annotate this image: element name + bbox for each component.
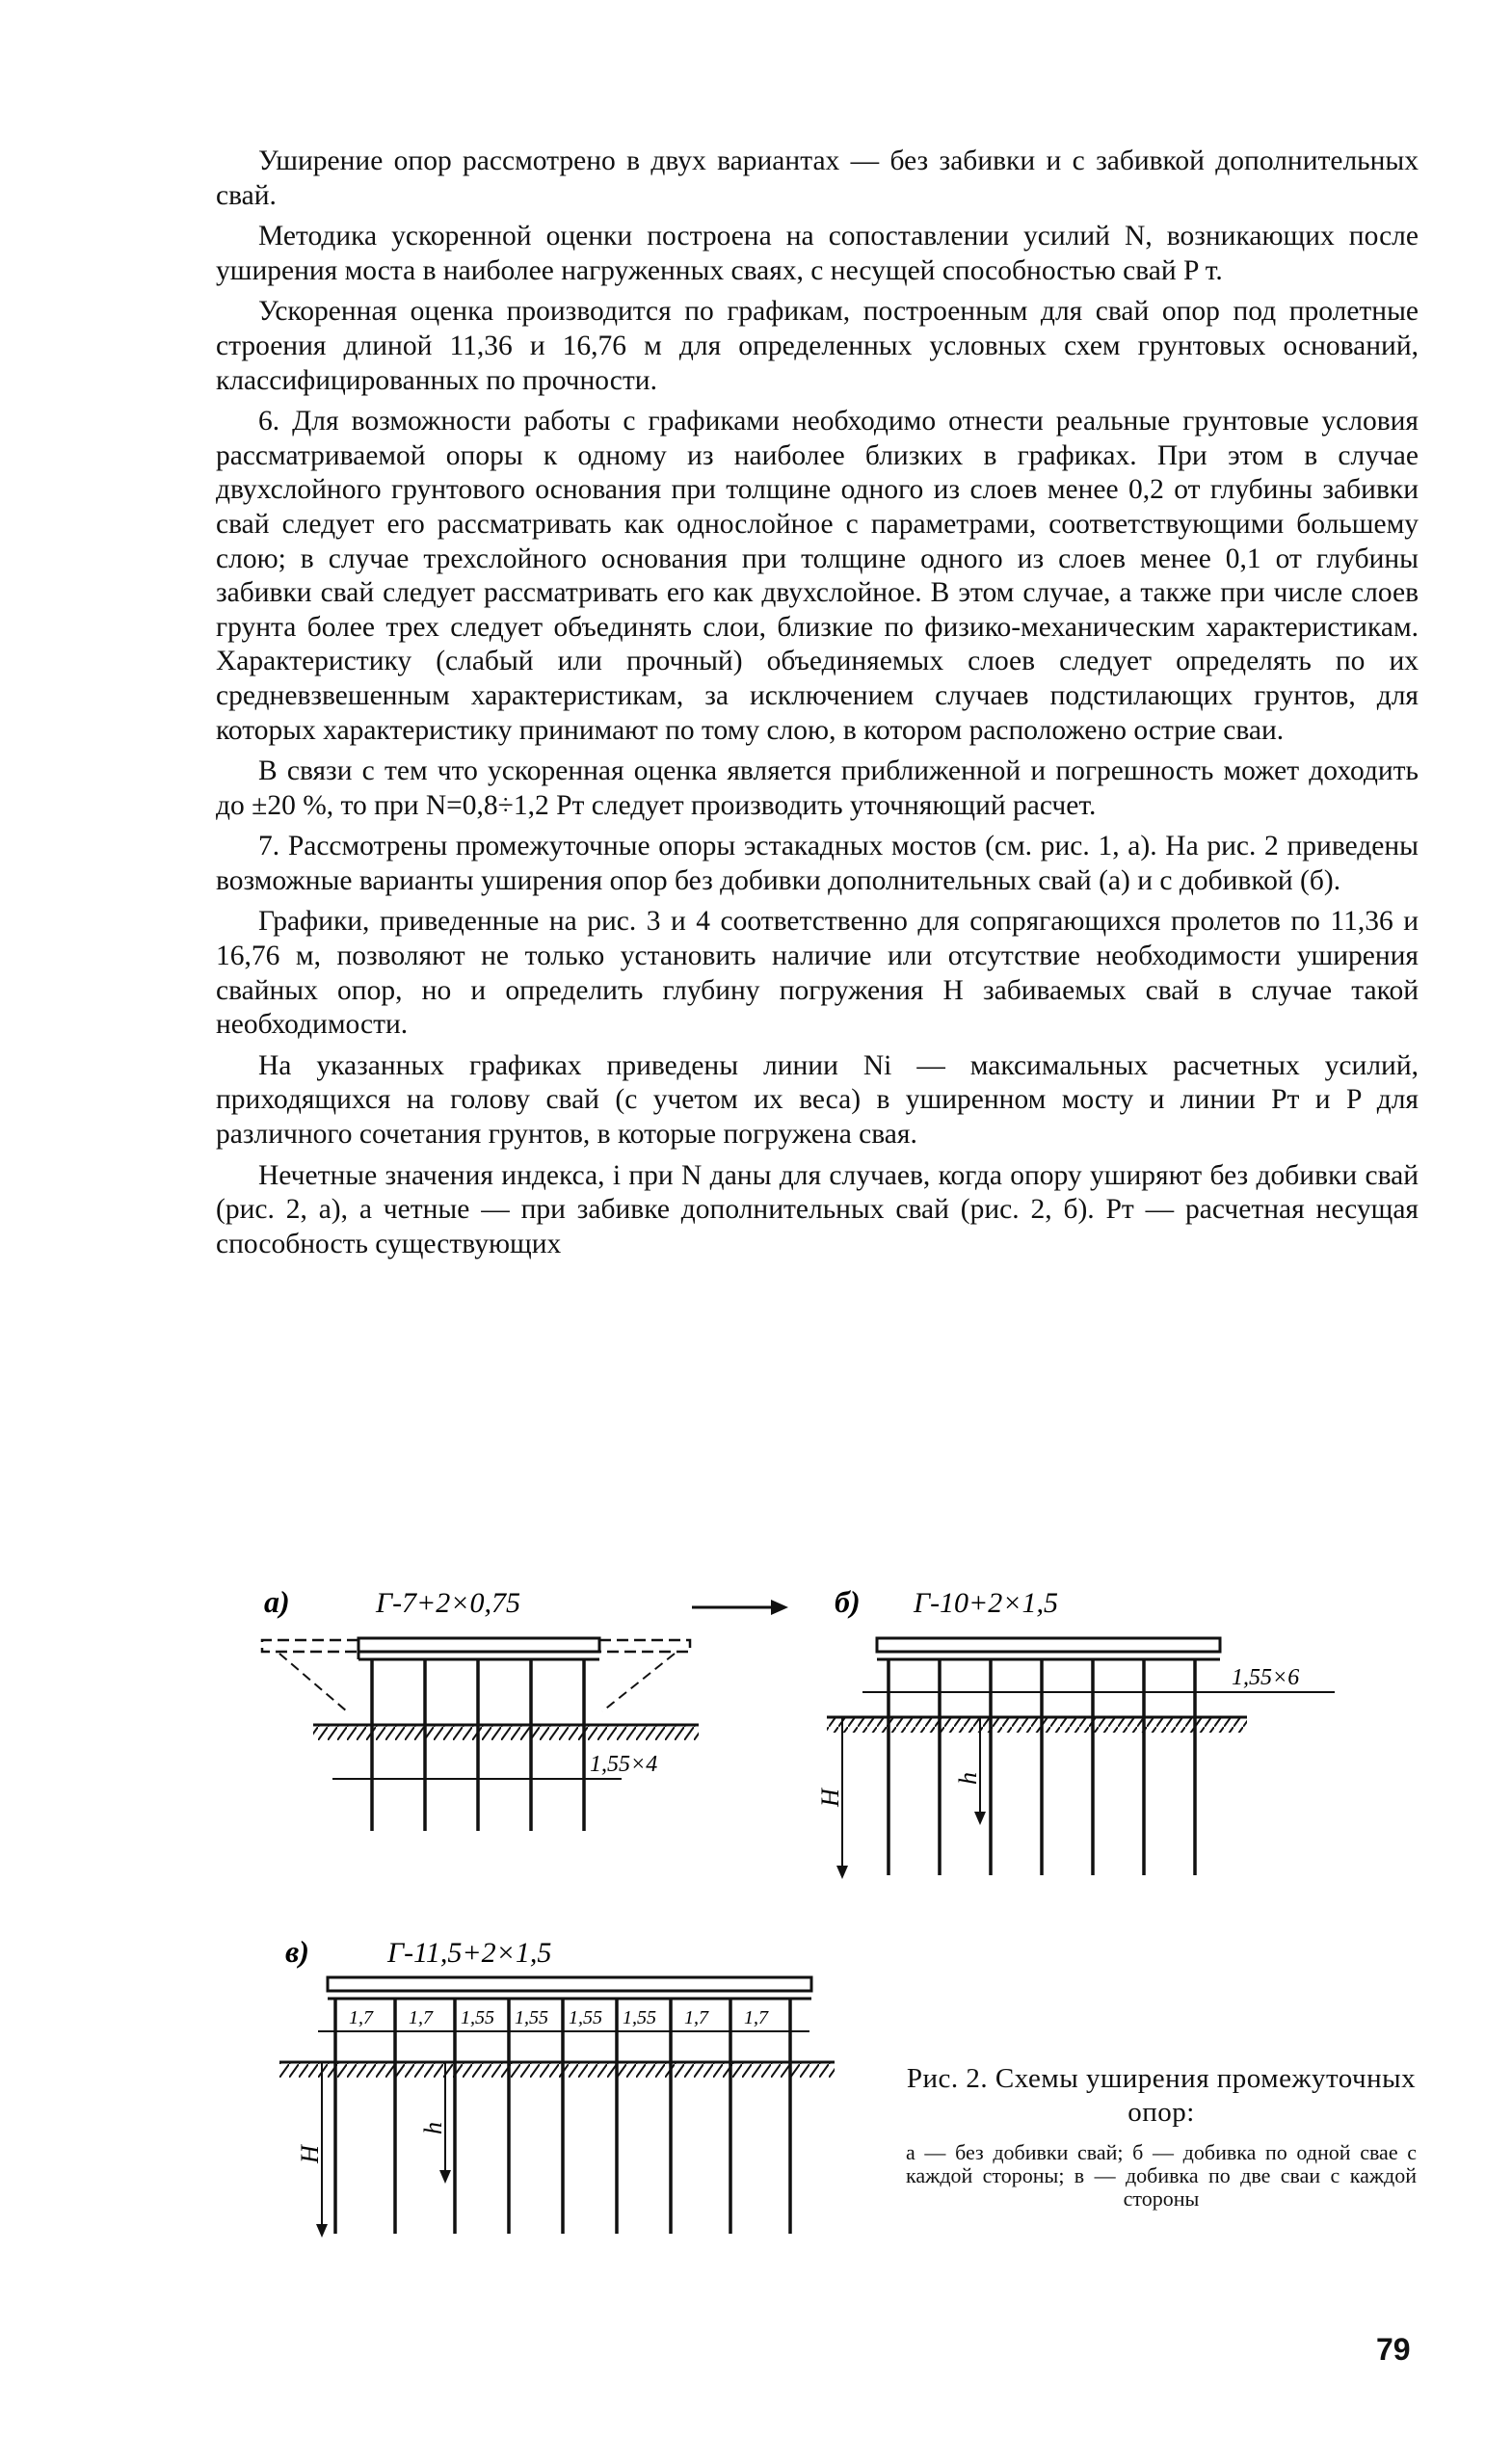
scheme-v-depth-H: H [296, 2145, 324, 2163]
scheme-v-formula: Г-11,5+2×1,5 [387, 1937, 552, 1969]
scheme-a-letter: а) [264, 1584, 290, 1619]
scheme-v [279, 1934, 835, 2238]
scheme-v-span: 1,55 [461, 2007, 494, 2028]
scheme-v-span: 1,7 [349, 2007, 373, 2028]
caption-title: Рис. 2. Схемы уширения промежуточных опор: [906, 2063, 1417, 2128]
ground [313, 1725, 699, 1740]
scheme-a-spacing: 1,55×4 [590, 1752, 658, 1777]
scheme-v-span: 1,7 [409, 2007, 433, 2028]
scheme-v-depth-h: h [419, 2122, 447, 2134]
paragraph: Уширение опор рассмотрено в двух вариантах — без забивки и с забивкой дополнительных свай. [216, 146, 1419, 211]
paragraph: Графики, приведенные на рис. 3 и 4 соответственно для сопрягающихся пролетов по 11,36 и 16,76 м, позволяют не только установить наличие или отсутствие необходимости уширения свайных опор, но и определить глубину погружения H забиваемых свай в случае такой необходимости. [216, 906, 1419, 1041]
arrow-icon [692, 1600, 788, 1615]
scheme-b-spacing: 1,55×6 [1232, 1665, 1300, 1690]
deck [877, 1638, 1220, 1652]
scheme-v-span: 1,55 [515, 2007, 548, 2028]
scheme-v-span: 1,55 [569, 2007, 602, 2028]
paragraph: В связи с тем что ускоренная оценка является приближенной и погрешность может доходить до ±20 %, то при N=0,8÷1,2 Pт следует производить уточняющий расчет. [216, 755, 1419, 821]
caption-legend: а — без добивки свай; б — добивка по одной свае с каждой стороны; в — добивка по две сваи с каждой стороны [906, 2140, 1417, 2211]
paragraph: На указанных графиках приведены линии Ni — максимальных расчетных усилий, приходящихся на голову свай (с учетом их веса) в уширенном мосту и линии Pт и P для различного сочетания грунтов, в которые погружена свая. [216, 1049, 1419, 1151]
scheme-b-depth-H: H [816, 1788, 844, 1807]
widening-outline [599, 1640, 690, 1652]
scheme-b-letter: б) [835, 1584, 861, 1619]
scheme-v-span: 1,7 [684, 2007, 708, 2028]
paragraph: Нечетные значения индекса, i при N даны для случаев, когда опору уширяют без добивки свай (рис. 2, а), а четные — при забивке дополнительных свай (рис. 2, б). Pт — расчетная несущая способность существующих [216, 1159, 1419, 1259]
scheme-v-span: 1,55 [623, 2007, 656, 2028]
paragraph: 6. Для возможности работы с графиками необходимо отнести реальные грунтовые условия рассматриваемой опоры к одному из наиболее близких в графиках. При этом в случае двухслойного грунтового основания при толщине одного из слоев менее 0,2 от глубины забивки свай следует его рассматривать как однослойное с параметрами, соответствующими большему слою; в случае трехслойного основания при толщине одного из слоев менее 0,1 от глубины забивки свай следует рассматривать его как двухслойное. В этом случае, а также при числе слоев грунта более трех следует объединять слои, близкие по физико-механическим характеристикам. Характеристику (слабый или прочный) объединяемых слоев следует определять по их средневзвешенным характеристикам, за исключением случаев подстилающих грунтов, для которых характеристику принимают по тому слою, в котором расположено острие сваи. [216, 406, 1419, 746]
scheme-v-span: 1,7 [744, 2007, 768, 2028]
deck [328, 1977, 811, 1991]
scheme-b [816, 1584, 1335, 1879]
scheme-v-letter: в) [285, 1934, 309, 1969]
body-text [216, 145, 1419, 1268]
widening-outline [262, 1640, 358, 1652]
scheme-b-depth-h: h [954, 1772, 982, 1785]
scheme-a-formula: Г-7+2×0,75 [376, 1587, 521, 1619]
scheme-a [262, 1584, 788, 1831]
paragraph: Ускоренная оценка производится по графикам, построенным для свай опор под пролетные строения длиной 11,36 и 16,76 м для определенных условных схем грунтовых оснований, классифицированных по прочности. [216, 296, 1419, 396]
paragraph: Методика ускоренной оценки построена на сопоставлении усилий N, возникающих после уширения моста в наиболее нагруженных сваях, с несущей способностью свай P т. [216, 221, 1419, 286]
figure-caption [906, 2062, 1417, 2211]
scheme-b-formula: Г-10+2×1,5 [914, 1587, 1059, 1619]
paragraph: 7. Рассмотрены промежуточные опоры эстакадных мостов (см. рис. 1, а). На рис. 2 приведены возможные варианты уширения опор без добивки дополнительных свай (а) и с добивкой (б). [216, 831, 1419, 896]
ground [279, 2062, 835, 2078]
ground [827, 1717, 1247, 1733]
page-number: 79 [1376, 2332, 1411, 2367]
deck [358, 1638, 599, 1652]
